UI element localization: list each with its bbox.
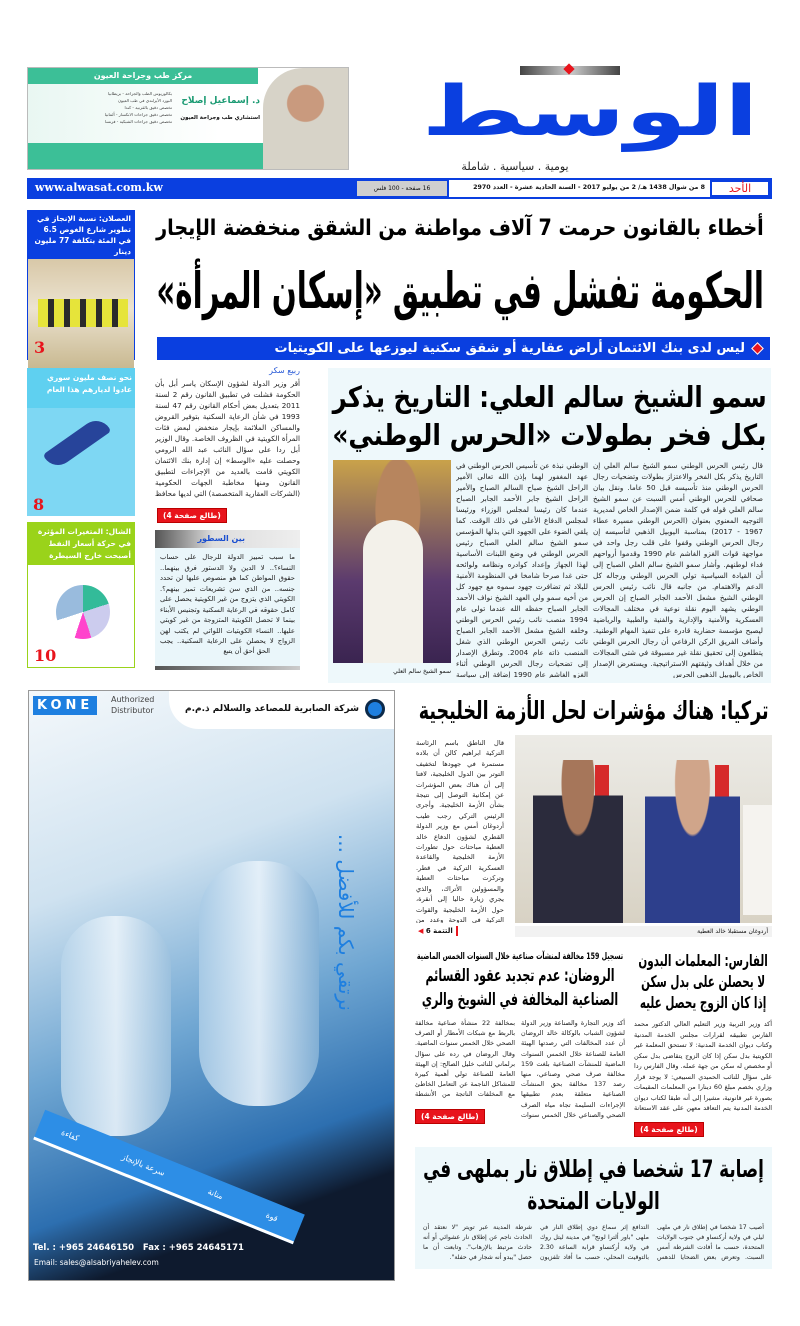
industry-kicker: تسجيل 159 مخالفة لمنشآت صناعية خلال السنوات الخمس الماضية	[416, 952, 624, 962]
lead-banner	[157, 337, 770, 360]
header-ad-bullets	[34, 90, 172, 125]
teachers-story	[634, 950, 772, 1137]
column-bottom-bar	[155, 666, 300, 670]
industry-col-left: بمخالفة 22 منشأة صناعية مخالفة بالربط مع شبكات الأمطار أو الصرف الصحي خلال الخمس سنوات الماضية. وقال الروضان في رده على سؤال برلماني للنائب خليل الصالح: إن الهيئة العامة للصناعة تولي أهمية كبيرة للمشاكل الناجمة عن التعامل الخاطئ مع المخلفات الناتجة من الأنشطة	[415, 1019, 515, 1099]
man-left	[533, 760, 623, 923]
ad-tel: Tel. : +965 24646150 Fax : +965 24645171	[33, 1243, 244, 1253]
ad-slogan: نرتقي بكم للأفضل ...	[334, 833, 358, 1011]
header-ad[interactable]	[27, 67, 349, 170]
header-ad-specialty-wrap	[176, 114, 260, 123]
logo-text: الوسط	[421, 71, 759, 152]
teachers-headline: الفارس: المعلمات البدون لا يحصلن على بدل سكن إذا كان الزوج يحصل عليه	[638, 951, 768, 1012]
banner-text-wrap	[165, 337, 745, 360]
turkey-photo	[515, 735, 772, 923]
sheikh-photo	[333, 460, 451, 663]
red-triangle-icon: ◀	[418, 927, 424, 935]
header-ad-title: مركز طب وجراحة العيون	[28, 68, 258, 84]
date-bar	[27, 178, 772, 199]
turkey-headline-wrap	[415, 693, 772, 729]
tagline-wrap	[405, 159, 625, 175]
elevator-ad[interactable]	[28, 690, 395, 1281]
column-box	[155, 530, 300, 670]
elevator-cabin	[199, 861, 319, 1106]
fighter-jet-image	[43, 415, 112, 472]
pie-chart-image	[56, 585, 110, 639]
feature-label: سرعة بالإنجاز	[120, 1152, 167, 1178]
teaser-page-number: 10	[34, 646, 57, 665]
akp-banner	[743, 805, 772, 915]
industry-col-right: أكد وزير التجارة والصناعة وزير الدولة لشؤون الشباب بالوكالة خالد الروضان أن عدد المخالفات التي رصدتها الهيئة العامة للصناعة خلال الخمس السنوات الماضية للمنشآت الصناعية بلغت 159 مخالفة صرف صحي وصناعي، منها رصد 137 مخالفة بحق المنشآت الصناعية متعلقة بعدم تطبيقها الإجراءات السليمة تجاه مياه الصرف الصحي والصناعي خلال الخمس سنوات	[521, 1019, 625, 1119]
lead-headline: الحكومة تفشل في تطبيق «إسكان المرأة»	[156, 262, 764, 320]
stories-row	[415, 950, 772, 1137]
elevator-cabin	[61, 916, 171, 1136]
price-box: 16 صفحة - 100 فلس	[357, 181, 447, 196]
shooting-story	[415, 1147, 772, 1269]
lead-body: أقر وزير الدولة لشؤون الإسكان ياسر أبل بأن الحكومة فشلت في تطبيق القانون رقم 2 لسنة 2011 بتعديل بعض أحكام القانون رقم 47 لسنة 1993 في شأن الرعاية السكنية بتوفير القروض والمساكن الملائمة بإيجار منخفض لبعض فئات المرأة الكويتية في الظروف الخاصة. وقال الوزير أبل ردا على سؤال النائب عبد الله الرومي وحصلت عليه «الوسط» إن إدارة بنك الائتمان الكويتي قامت بالعديد من الإجراءات لتطبيق القانون ومنها مخاطبة الجهات الحكومية (الشركات العقارية المتخصصة) التي لديها محافظ	[155, 379, 300, 498]
header-ad-doctor: د. إسماعيل إصلاح	[181, 96, 260, 106]
feature-label: متانة	[206, 1187, 225, 1202]
sheikh-photo-caption: سمو الشيخ سالم العلي	[393, 668, 451, 675]
teaser-headline: الشال: المتغيرات المؤثرة في حركة أسعار النفط أصبحت خارج السيطرة	[28, 523, 134, 565]
guard-headline-1-wrap	[328, 378, 771, 416]
man-right	[645, 760, 740, 923]
ghutra	[363, 520, 423, 663]
shooting-col-2: التدافع إثر سماع دوي إطلاق النار في ملهى "باور ألترا لونج" في مدينة ليتل روك في ولاية أركنساو قرابة الساعة 2.30 بالتوقيت المحلي، حسب ما أفاد تلفزيون	[539, 1224, 649, 1261]
teaser-page-number: 3	[34, 338, 46, 357]
tagline: يومية . سياسية . شاملة	[461, 160, 569, 173]
industry-more-wrap	[415, 1104, 515, 1124]
kone-logo	[33, 694, 97, 715]
bullet: تخصص دقيق جراحات الشبكية - فرنسا	[104, 119, 172, 124]
header-ad-specialty: استشاري طب وجراحة العيون	[180, 115, 260, 121]
industry-col-left-wrap	[415, 1018, 515, 1124]
shooting-columns	[423, 1223, 764, 1263]
brand-sub-2: Distributor	[111, 706, 154, 715]
company-logo-icon	[365, 699, 385, 719]
workers-vests	[38, 299, 128, 327]
shooting-headline: إصابة 17 شخصا في إطلاق نار بملهى في الولايات المتحدة	[423, 1155, 764, 1215]
guard-col-right: قال رئيس الحرس الوطني سمو الشيخ سالم العلي إن التاريخ يذكر بكل الفخر والاعتزاز بطولات وتضحيات رجال الحرس الوطني منذ تأسيسه قبل 50 عاما. ونقل بيان صحافي للحرس الوطني أمس السبت عن سمو الشيخ سالم العلي قوله في كلمة ضمن الإصدار الخاص لمديرية التوجيه المعنوي بعنوان (الحرس الوطني مسيرة عطاء 1967 - 2017) بمناسبة اليوبيل الذهبي لتأسيسه إن رجال الحرس الوطني وقفوا على قلب رجل واحد في مواجهة قوات الغزو الغاشم عام 1990 وقدموا أرواحهم فداء لوطنهم. وأشار سمو الشيخ سالم العلي الصباح إلى أن القيادة السياسية تولي الحرس الوطني ورجاله كل الدعم والاهتمام. من جانبه قال نائب رئيس الحرس الوطني الشيخ مشعل الأحمد الجابر الصباح إن الحرس الوطني يشهد اليوم نقلة نوعية في مختلف المجالات العسكرية والأمنية والإدارية والفنية والطبية والرياضية ليصبح مؤسسة حضارية قادرة على تنفيذ المهام الوطنية. وأضاف الفريق الركن الرفاعي أن رجال الحرس الوطني يتطلعون إلى تحقيق نقلة غير مسبوقة في شتى المجالات من خلال أهداف وثيقتهم الاستراتيجية. ويستعرض الإصدار الخاص باليوبيل الذهبي الحرس	[593, 461, 763, 678]
brand-sub-1: Authorized	[111, 695, 155, 704]
header-ad-doctor-wrap	[176, 94, 260, 108]
guard-story	[328, 368, 771, 683]
bullet: البورد الأيرلندي في طب العيون	[117, 98, 172, 103]
teachers-more-wrap	[634, 1117, 772, 1137]
header-ad-footer-bar	[28, 143, 268, 169]
teaser-headline: العصلان: نسبة الإنجاز في تطوير شارع الغوص 6.5 في المئة بتكلفة 77 مليون دينار	[28, 211, 134, 259]
sidebar-teaser[interactable]	[27, 522, 135, 668]
teaser-headline: نحو نصف مليون سوري عادوا لديارهم هذا العام	[27, 368, 135, 408]
industry-more-link[interactable]: (طالع صفحة 4)	[415, 1109, 485, 1124]
teaser-page-number: 8	[33, 495, 45, 514]
column-title: بين السطور	[155, 530, 300, 548]
kone-logo-text: KONE	[33, 696, 97, 715]
red-diamond-icon	[751, 342, 764, 355]
kone-distributor	[111, 694, 154, 716]
industry-headline: الروضان: عدم تجديد عقود القسائم الصناعية المخالفة في الشويخ والري	[421, 966, 619, 1010]
guard-col-mid: الوطني نبذة عن تأسيس الحرس الوطني في عهد المغفور لهما بإذن الله تعالى الأمير الراحل الشيخ صباح السالم الصباح والأمير الراحل الشيخ جابر الأحمد الجابر الصباح عندما كان رئيسا لمجلس الوزراء ورئيسا لمجلس الدفاع الأعلى في ذلك الوقت. كما يلقي الضوء على الجهود التي بذلها المؤسس سمو الشيخ سالم العلي الصباح رئيس الحرس الوطني في وضع اللبنات الأساسية لهذا الجهاز وإعداد كوادره ونظامه ولوائحه حتى غدا صرحا شامخا في المنظومة الأمنية للبلاد ثم تضافرت جهود سموه مع جهود كل من أخيه سمو ولي العهد الشيخ نواف الأحمد الجابر الصباح حفظه الله عندما تولى عام 1994 منصب نائب رئيس الحرس الوطني وخلفه الشيخ مشعل الأحمد الجابر الصباح نائب رئيس الحرس الوطني الذي شغل المنصب ذاته عام 2004. وتطرق الإصدار إلى تضحيات رجال الحرس الوطني أثناء الغزو الغاشم عام 1990 إضافة إلى سياسة	[456, 461, 588, 678]
site-url[interactable]: www.alwasat.com.kw	[35, 181, 163, 194]
shooting-col-1: أصيب 17 شخصا في إطلاق نار في ملهى ليلي في ولاية أركنساو في جنوب الولايات المتحدة، حسب ما أفادت الشرطة أمس السبت. وتعرض بعض الضحايا للدهس	[656, 1224, 764, 1261]
sidebar-teaser[interactable]	[27, 210, 135, 360]
guard-headline-2: بكل فخر بطولات «الحرس الوطني»	[332, 418, 767, 452]
date-panel	[449, 180, 770, 197]
turkey-more-label: التتمة 6	[425, 927, 453, 935]
ad-email[interactable]: Email: sales@alsabriyahelev.com	[34, 1258, 159, 1267]
lead-kicker: أخطاء بالقانون حرمت 7 آلاف مواطنة من الشقق منخفضة الإيجار	[156, 216, 764, 241]
features-band	[33, 1110, 305, 1245]
date-line-wrap	[453, 182, 705, 194]
newspaper-logo	[405, 66, 775, 154]
lower-right-stories	[415, 950, 772, 1269]
lead-author: ربيع سكر	[269, 366, 300, 375]
guard-headline-1: سمو الشيخ سالم العلي: التاريخ يذكر	[332, 380, 767, 414]
lead-kicker-wrap	[150, 213, 770, 245]
column-signature: الحق أحق أن يتبع	[223, 647, 270, 655]
shooting-col-3: شرطة المدينة عبر تويتر "لا نعتقد أن الحادث ناجم عن إطلاق نار عشوائي أو أنه حادث مرتبط بالإرهاب". وتابعت أن ما حصل "يبدو أنه شجار في حفلة".	[422, 1224, 532, 1261]
lead-headline-wrap	[150, 252, 770, 330]
column-body: ما سبب تمييز الدولة للرجال على حساب النساء؟.. لا الدين ولا الدستور فرق بينهما.. حقوق المواطن كما هو منصوص عليها لن تحدد جنسه.. من الذي سن تشريعات تميز بينهم؟. الكويتي الذي يتزوج من غير الكويتية يحصل على كامل حقوقه في الرعاية السكنية وتجنيس الأبناء بينما لا تحصل الكويتية المتزوجة من غير كويتي عليها.. النساء الكويتيات اللواتي لم يكتب لهن الزواج لا يحصلن على الرعاية السكنية.. يجب	[160, 553, 295, 645]
turkey-body: قال الناطق باسم الرئاسة التركية ابراهيم كالن أن بلاده مستمرة في جهودها لتخفيف التوتر بين الدول الخليجية، لافتا إلى أن هناك بعض المؤشرات عن إمكانية التوصل إلى نتيجة بشأن الأزمة الخليجية. وأجرى الرئيس التركي رجب طيب أردوغان أمس مع وزير الدولة القطري لشؤون الدفاع خالد العطية مباحثات حول تطورات الأزمة الخليجية والقاعدة العسكرية التركية في قطر. وتركزت مباحثات العطية والمسؤولين الأتراك، والذي يجري زيارة حاليا إلى أنقرة، حول الأزمة الخليجية والقوات التركية في الدوحة وعدد من	[416, 739, 504, 923]
date-line: 8 من شوال 1438 هـ/ 2 من يوليو 2017 - السنة الحادية عشرة - العدد 2970	[473, 184, 705, 191]
turkey-photo-caption: أردوغان مستقبلا خالد العطية	[515, 926, 772, 937]
company-name: شركة الصابرية للمصاعد والسلالم ذ.م.م	[184, 704, 359, 714]
feature-label: كفاءة	[59, 1127, 81, 1144]
teachers-body: أكد وزير التربية وزير التعليم العالي الدكتور محمد الفارس تطبيقه لقرارات مجلس الخدمة المدنية وكتاب ديوان الخدمة المدنية: لا تستحق المعلمة غير الكويتية بدل سكن إذا كان الزوج يتقاضى بدل سكن أو مخصص له سكن من جهة عمله. وقال الفارس ردا على سؤال للنائب الحميدي السبيعي: لا يوجد قرار وزاري بخصم مبلغ 60 دينارا من المعلمات المقيمات بصورة غير قانونية، مشيرا إلى أنه طبقا لكتاب ديوان الخدمة المدنية يتم التعاقد معهن على عقد الاستعانة	[634, 1020, 772, 1112]
industry-columns	[415, 1018, 625, 1124]
day-box: الأحد	[710, 180, 770, 197]
turkey-more[interactable]	[418, 926, 458, 936]
banner-text: ليس لدى بنك الائتمان أراض عقارية أو شقق سكنية ليوزعها على الكويتيات	[274, 341, 745, 356]
bullet: بكالوريوس الطب والجراحة - بريطانيا	[107, 91, 172, 96]
feature-label: قوة	[264, 1210, 280, 1224]
lead-more-link[interactable]: (طالع صفحة 4)	[157, 508, 227, 523]
bullet: تخصص دقيق جراحات الانكسار - ألمانيا	[104, 112, 172, 117]
bullet: تخصص دقيق بالقرنية - كندا	[124, 105, 172, 110]
guard-headline-2-wrap	[328, 416, 771, 454]
teachers-more-link[interactable]: (طالع صفحة 4)	[634, 1122, 704, 1137]
lead-more-wrap	[157, 503, 227, 523]
sidebar-teaser[interactable]	[27, 368, 135, 516]
turkey-headline: تركيا: هناك مؤشرات لحل الأزمة الخليجية	[418, 696, 769, 725]
company-name-wrap	[179, 702, 359, 716]
industry-story	[415, 950, 625, 1124]
